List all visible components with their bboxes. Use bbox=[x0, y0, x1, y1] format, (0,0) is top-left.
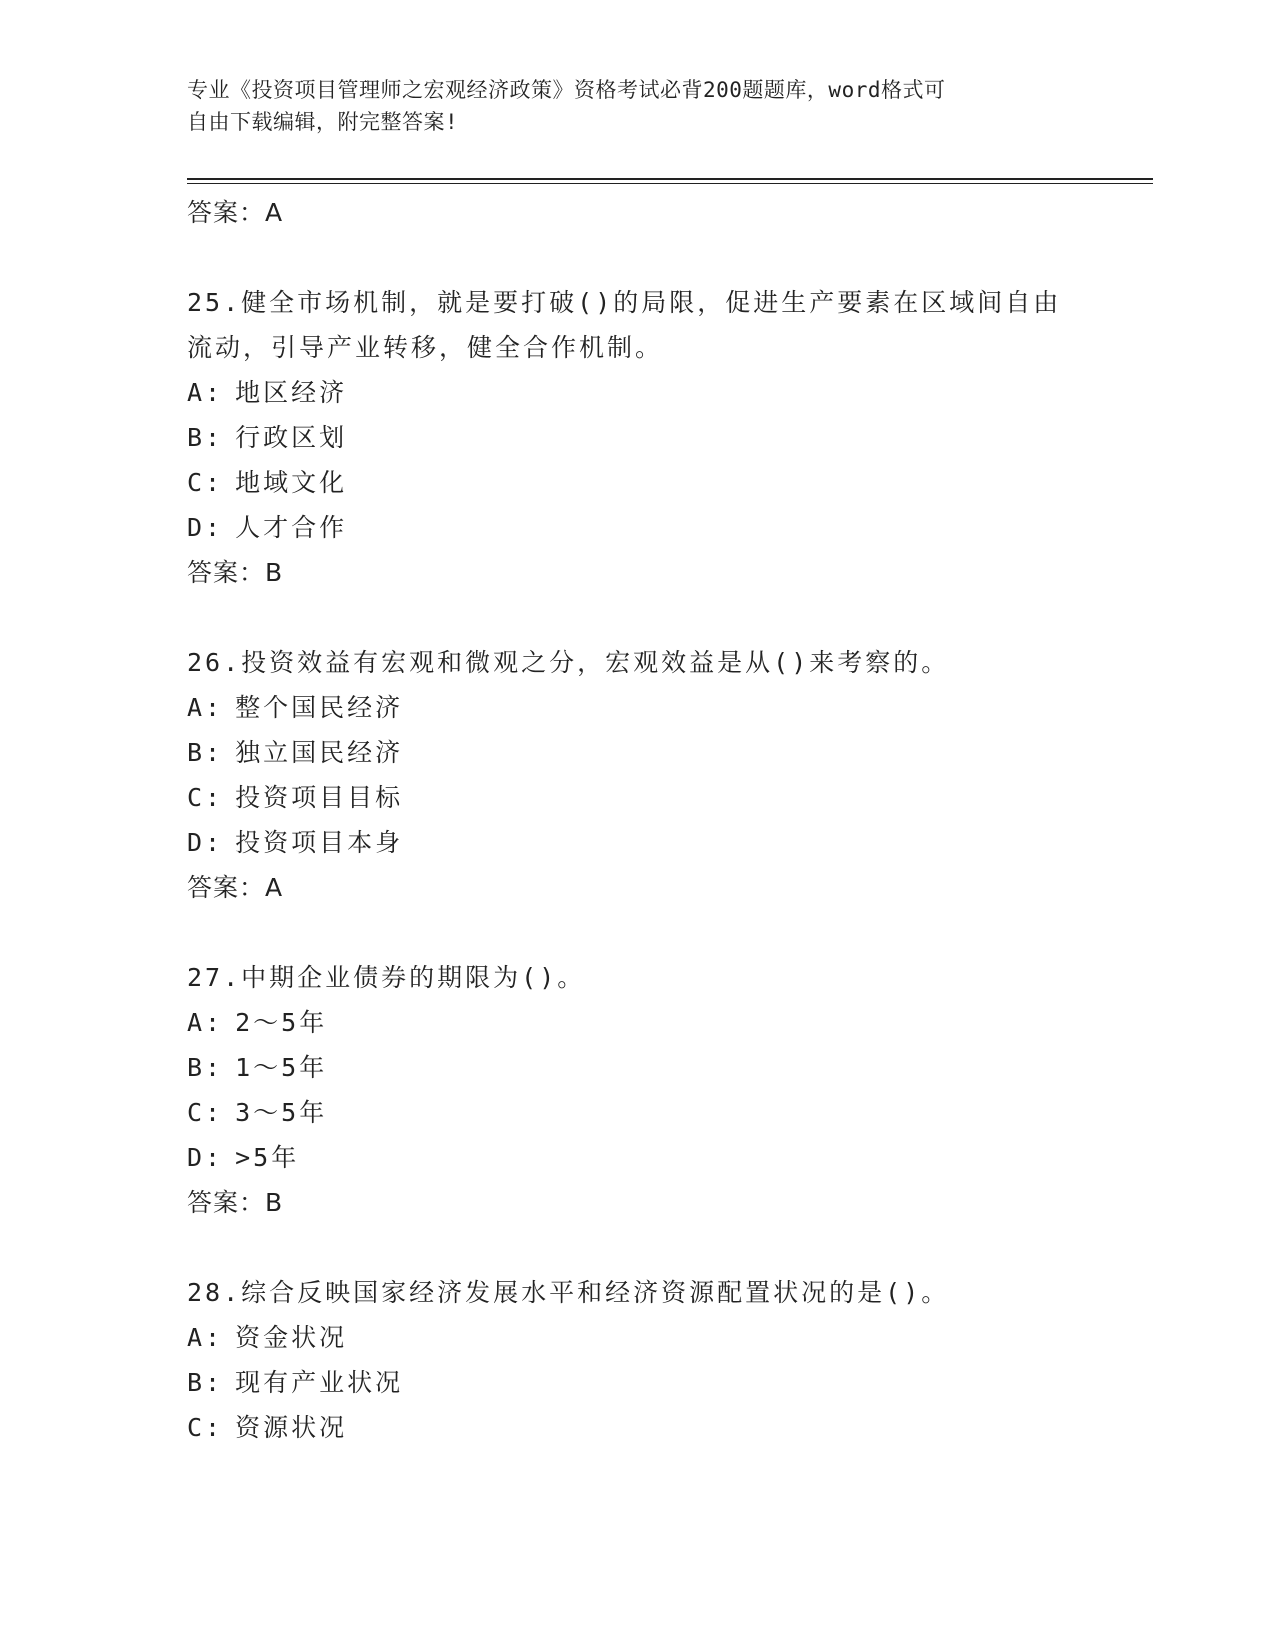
option-text: 1～5年 bbox=[235, 1053, 328, 1082]
option-b bbox=[187, 1045, 1087, 1090]
option-text: 地区经济 bbox=[235, 378, 348, 407]
option-letter: A: bbox=[187, 693, 224, 722]
option-text: 行政区划 bbox=[235, 423, 348, 452]
option-letter: C: bbox=[187, 783, 224, 812]
question-28 bbox=[187, 1270, 1087, 1450]
question-25 bbox=[187, 280, 1087, 595]
header-rule-thin bbox=[187, 183, 1153, 184]
option-text: 投资项目目标 bbox=[235, 783, 404, 812]
option-a bbox=[187, 1000, 1087, 1045]
option-text: 2～5年 bbox=[235, 1008, 328, 1037]
option-letter: C: bbox=[187, 1098, 224, 1127]
question-stem: 27.中期企业债券的期限为()。 bbox=[187, 963, 586, 992]
option-text: 资金状况 bbox=[235, 1323, 348, 1352]
option-letter: A: bbox=[187, 378, 224, 407]
option-b bbox=[187, 415, 1087, 460]
answer-line: 答案：B bbox=[187, 558, 284, 587]
option-a bbox=[187, 370, 1087, 415]
option-c bbox=[187, 460, 1087, 505]
option-letter: C: bbox=[187, 468, 224, 497]
option-text: 3～5年 bbox=[235, 1098, 328, 1127]
option-d bbox=[187, 505, 1087, 550]
question-26 bbox=[187, 640, 1087, 910]
header-line-2: 自由下载编辑，附完整答案! bbox=[187, 110, 459, 134]
answer-line: 答案：B bbox=[187, 1188, 284, 1217]
option-a bbox=[187, 685, 1087, 730]
option-text: 投资项目本身 bbox=[235, 828, 404, 857]
question-list bbox=[187, 190, 1087, 1450]
question-stem: 28.综合反映国家经济发展水平和经济资源配置状况的是()。 bbox=[187, 1278, 950, 1307]
answer-line: 答案：A bbox=[187, 198, 284, 227]
option-c bbox=[187, 775, 1087, 820]
document-header bbox=[187, 74, 1067, 138]
option-text: >5年 bbox=[235, 1143, 300, 1172]
option-text: 独立国民经济 bbox=[235, 738, 404, 767]
option-letter: B: bbox=[187, 423, 224, 452]
option-text: 整个国民经济 bbox=[235, 693, 404, 722]
option-letter: D: bbox=[187, 828, 224, 857]
option-text: 资源状况 bbox=[235, 1413, 348, 1442]
option-d bbox=[187, 820, 1087, 865]
question-stem: 26.投资效益有宏观和微观之分，宏观效益是从()来考察的。 bbox=[187, 648, 950, 677]
question-stem: 25.健全市场机制，就是要打破()的局限，促进生产要素在区域间自由流动，引导产业转移，健全合作机制。 bbox=[187, 288, 1062, 362]
option-b bbox=[187, 730, 1087, 775]
option-a bbox=[187, 1315, 1087, 1360]
option-letter: B: bbox=[187, 1053, 224, 1082]
option-d bbox=[187, 1135, 1087, 1180]
header-line-1: 专业《投资项目管理师之宏观经济政策》资格考试必背200题题库，word格式可 bbox=[187, 78, 946, 102]
option-b bbox=[187, 1360, 1087, 1405]
option-letter: B: bbox=[187, 1368, 224, 1397]
answer-line: 答案：A bbox=[187, 873, 284, 902]
question-27 bbox=[187, 955, 1087, 1225]
option-letter: C: bbox=[187, 1413, 224, 1442]
option-letter: D: bbox=[187, 1143, 224, 1172]
option-letter: A: bbox=[187, 1008, 224, 1037]
option-text: 现有产业状况 bbox=[235, 1368, 404, 1397]
option-c bbox=[187, 1405, 1087, 1450]
option-text: 人才合作 bbox=[235, 513, 348, 542]
option-letter: D: bbox=[187, 513, 224, 542]
option-letter: A: bbox=[187, 1323, 224, 1352]
header-rule-thick bbox=[187, 178, 1153, 180]
option-text: 地域文化 bbox=[235, 468, 348, 497]
option-c bbox=[187, 1090, 1087, 1135]
option-letter: B: bbox=[187, 738, 224, 767]
